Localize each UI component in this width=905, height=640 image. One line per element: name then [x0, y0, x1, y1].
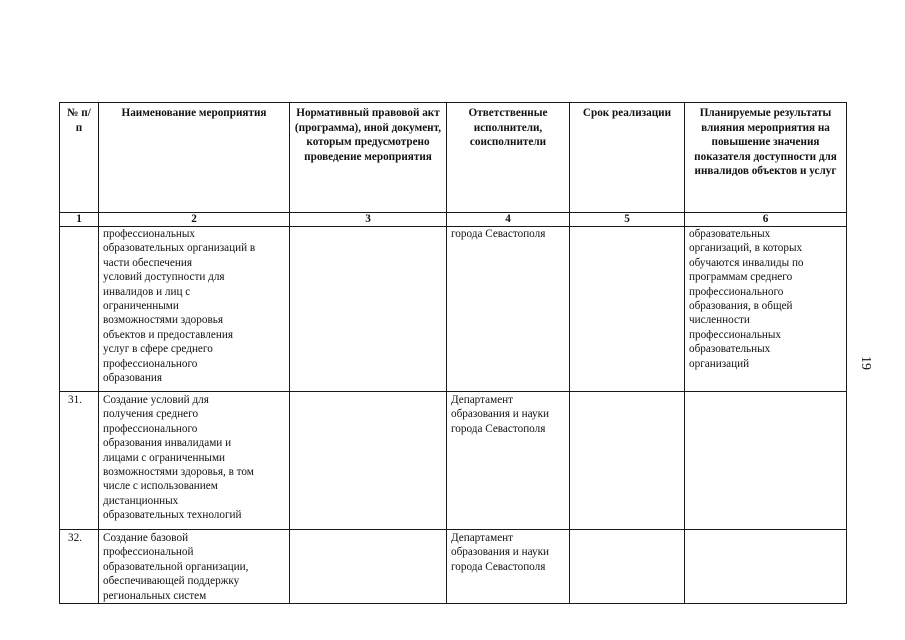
- row-result-cell: [685, 392, 847, 530]
- row-num-cell: [60, 227, 99, 392]
- header-act: Нормативный правовой акт (программа), иной документ, которым предусмотрено проведение мероприятия: [290, 103, 447, 213]
- row-act-cell: [290, 392, 447, 530]
- row-result-cell: образовательных организаций, в которых обучаются инвалиды по программам среднего профессионального образования, в общей численности профессиональных образовательных организаций: [685, 227, 847, 392]
- row-term-cell: [570, 392, 685, 530]
- row-act-cell: [290, 227, 447, 392]
- row-name-cell: Создание базовой профессиональной образовательной организации, обеспечивающей поддержку региональных систем: [99, 530, 290, 604]
- row-responsible-cell: Департамент образования и науки города Севастополя: [447, 392, 570, 530]
- table-row: [60, 530, 847, 604]
- row-responsible-cell: Департамент образования и науки города Севастополя: [447, 530, 570, 604]
- column-number: 4: [447, 213, 570, 227]
- row-num-cell: 31.: [60, 392, 99, 530]
- row-num-cell: 32.: [60, 530, 99, 604]
- column-number: 1: [60, 213, 99, 227]
- table-row: [60, 392, 847, 530]
- column-number-row: [60, 213, 847, 227]
- header-result: Планируемые результаты влияния мероприятия на повышение значения показателя доступности для инвалидов объектов и услуг: [685, 103, 847, 213]
- column-number: 3: [290, 213, 447, 227]
- row-name-cell: профессиональных образовательных организаций в части обеспечения условий доступности для инвалидов и лиц с ограниченными возможностями здоровья объектов и предоставления услуг в сфере среднего профессионального образования: [99, 227, 290, 392]
- column-number: 5: [570, 213, 685, 227]
- column-number: 6: [685, 213, 847, 227]
- row-act-cell: [290, 530, 447, 604]
- activities-table: [59, 102, 847, 604]
- page-number: 19: [858, 356, 873, 370]
- header-term: Срок реализации: [570, 103, 685, 213]
- header-responsible: Ответственные исполнители, соисполнители: [447, 103, 570, 213]
- row-term-cell: [570, 530, 685, 604]
- row-responsible-cell: города Севастополя: [447, 227, 570, 392]
- table-header-row: [60, 103, 847, 213]
- header-num: № п/п: [60, 103, 99, 213]
- row-term-cell: [570, 227, 685, 392]
- row-result-cell: [685, 530, 847, 604]
- column-number: 2: [99, 213, 290, 227]
- row-name-cell: Создание условий для получения среднего профессионального образования инвалидами и лицами с ограниченными возможностями здоровья, в том числе с использованием дистанционных образовательных технологий: [99, 392, 290, 530]
- header-name: Наименование мероприятия: [99, 103, 290, 213]
- table-row: [60, 227, 847, 392]
